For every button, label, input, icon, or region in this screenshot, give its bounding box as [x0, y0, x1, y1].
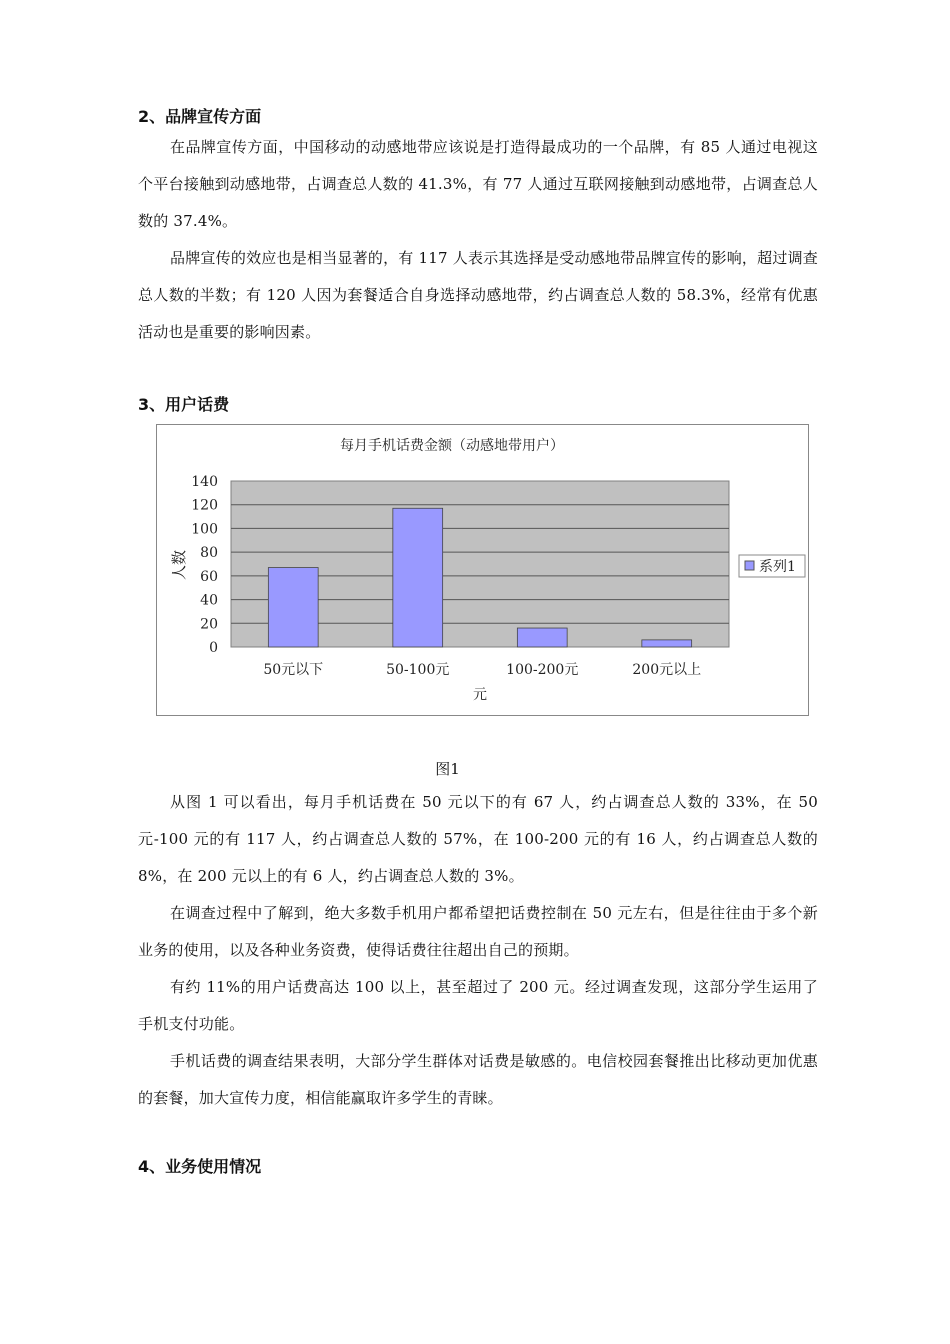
y-axis-label: 人数 — [170, 549, 188, 581]
bar-3 — [517, 628, 567, 647]
bar-4 — [642, 640, 692, 647]
y-tick-label: 0 — [209, 640, 218, 656]
paragraph-fees-2: 在调查过程中了解到，绝大多数手机用户都希望把话费控制在 50 元左右，但是往往由于多个新业务的使用，以及各种业务资费，使得话费往往超出自己的预期。 — [138, 904, 818, 959]
section-heading-fees: 3、用户话费 — [138, 395, 230, 414]
x-tick-label: 50元以下 — [263, 662, 324, 678]
x-axis-ticks — [263, 662, 701, 678]
y-tick-label: 60 — [200, 568, 218, 585]
bar-2 — [393, 508, 443, 647]
x-tick-label: 50-100元 — [386, 662, 450, 678]
x-tick-label: 100-200元 — [506, 662, 579, 678]
y-tick-label: 140 — [191, 474, 218, 490]
paragraph-brand-1: 在品牌宣传方面，中国移动的动感地带应该说是打造得最成功的一个品牌，有 85 人通过电视这个平台接触到动感地带，占调查总人数的 41.3%，有 77 人通过互联网接触到动感地带，占调查总人数的 37.4%。 — [138, 138, 818, 230]
paragraph-fees-3: 有约 11%的用户话费高达 100 以上，甚至超过了 200 元。经过调查发现，这部分学生运用了手机支付功能。 — [138, 978, 818, 1033]
fee-chart — [156, 424, 809, 716]
chart-title: 每月手机话费金额（动感地带用户） — [340, 438, 564, 454]
bar-1 — [268, 568, 318, 647]
x-axis-label: 元 — [473, 687, 487, 703]
fee-chart-svg — [157, 425, 808, 715]
y-axis-ticks — [191, 474, 218, 656]
x-tick-label: 200元以上 — [632, 662, 702, 678]
y-tick-label: 20 — [200, 616, 218, 633]
paragraph-fees-4: 手机话费的调查结果表明，大部分学生群体对话费是敏感的。电信校园套餐推出比移动更加优惠的套餐，加大宣传力度，相信能赢取许多学生的青睐。 — [138, 1052, 818, 1107]
legend-label: 系列1 — [759, 559, 796, 575]
y-tick-label: 100 — [191, 521, 218, 538]
y-tick-label: 40 — [200, 592, 218, 609]
figure-caption: 图1 — [435, 760, 460, 778]
y-tick-label: 120 — [191, 497, 218, 514]
section-heading-services: 4、业务使用情况 — [138, 1157, 262, 1176]
section-heading-brand: 2、品牌宣传方面 — [138, 107, 262, 126]
paragraph-brand-2: 品牌宣传的效应也是相当显著的，有 117 人表示其选择是受动感地带品牌宣传的影响，超过调查总人数的半数；有 120 人因为套餐适合自身选择动感地带，约占调查总人数的 58.3%，经常有优惠活动也是重要的影响因素。 — [138, 249, 818, 341]
legend-swatch — [745, 561, 754, 570]
y-tick-label: 80 — [200, 545, 218, 562]
paragraph-fees-1: 从图 1 可以看出，每月手机话费在 50 元以下的有 67 人，约占调查总人数的 33%，在 50 元-100 元的有 117 人，约占调查总人数的 57%，在 100-200 元的有 16 人，约占调查总人数的 8%，在 200 元以上的有 6 人，约占调查总人数的 3%。 — [138, 793, 818, 885]
